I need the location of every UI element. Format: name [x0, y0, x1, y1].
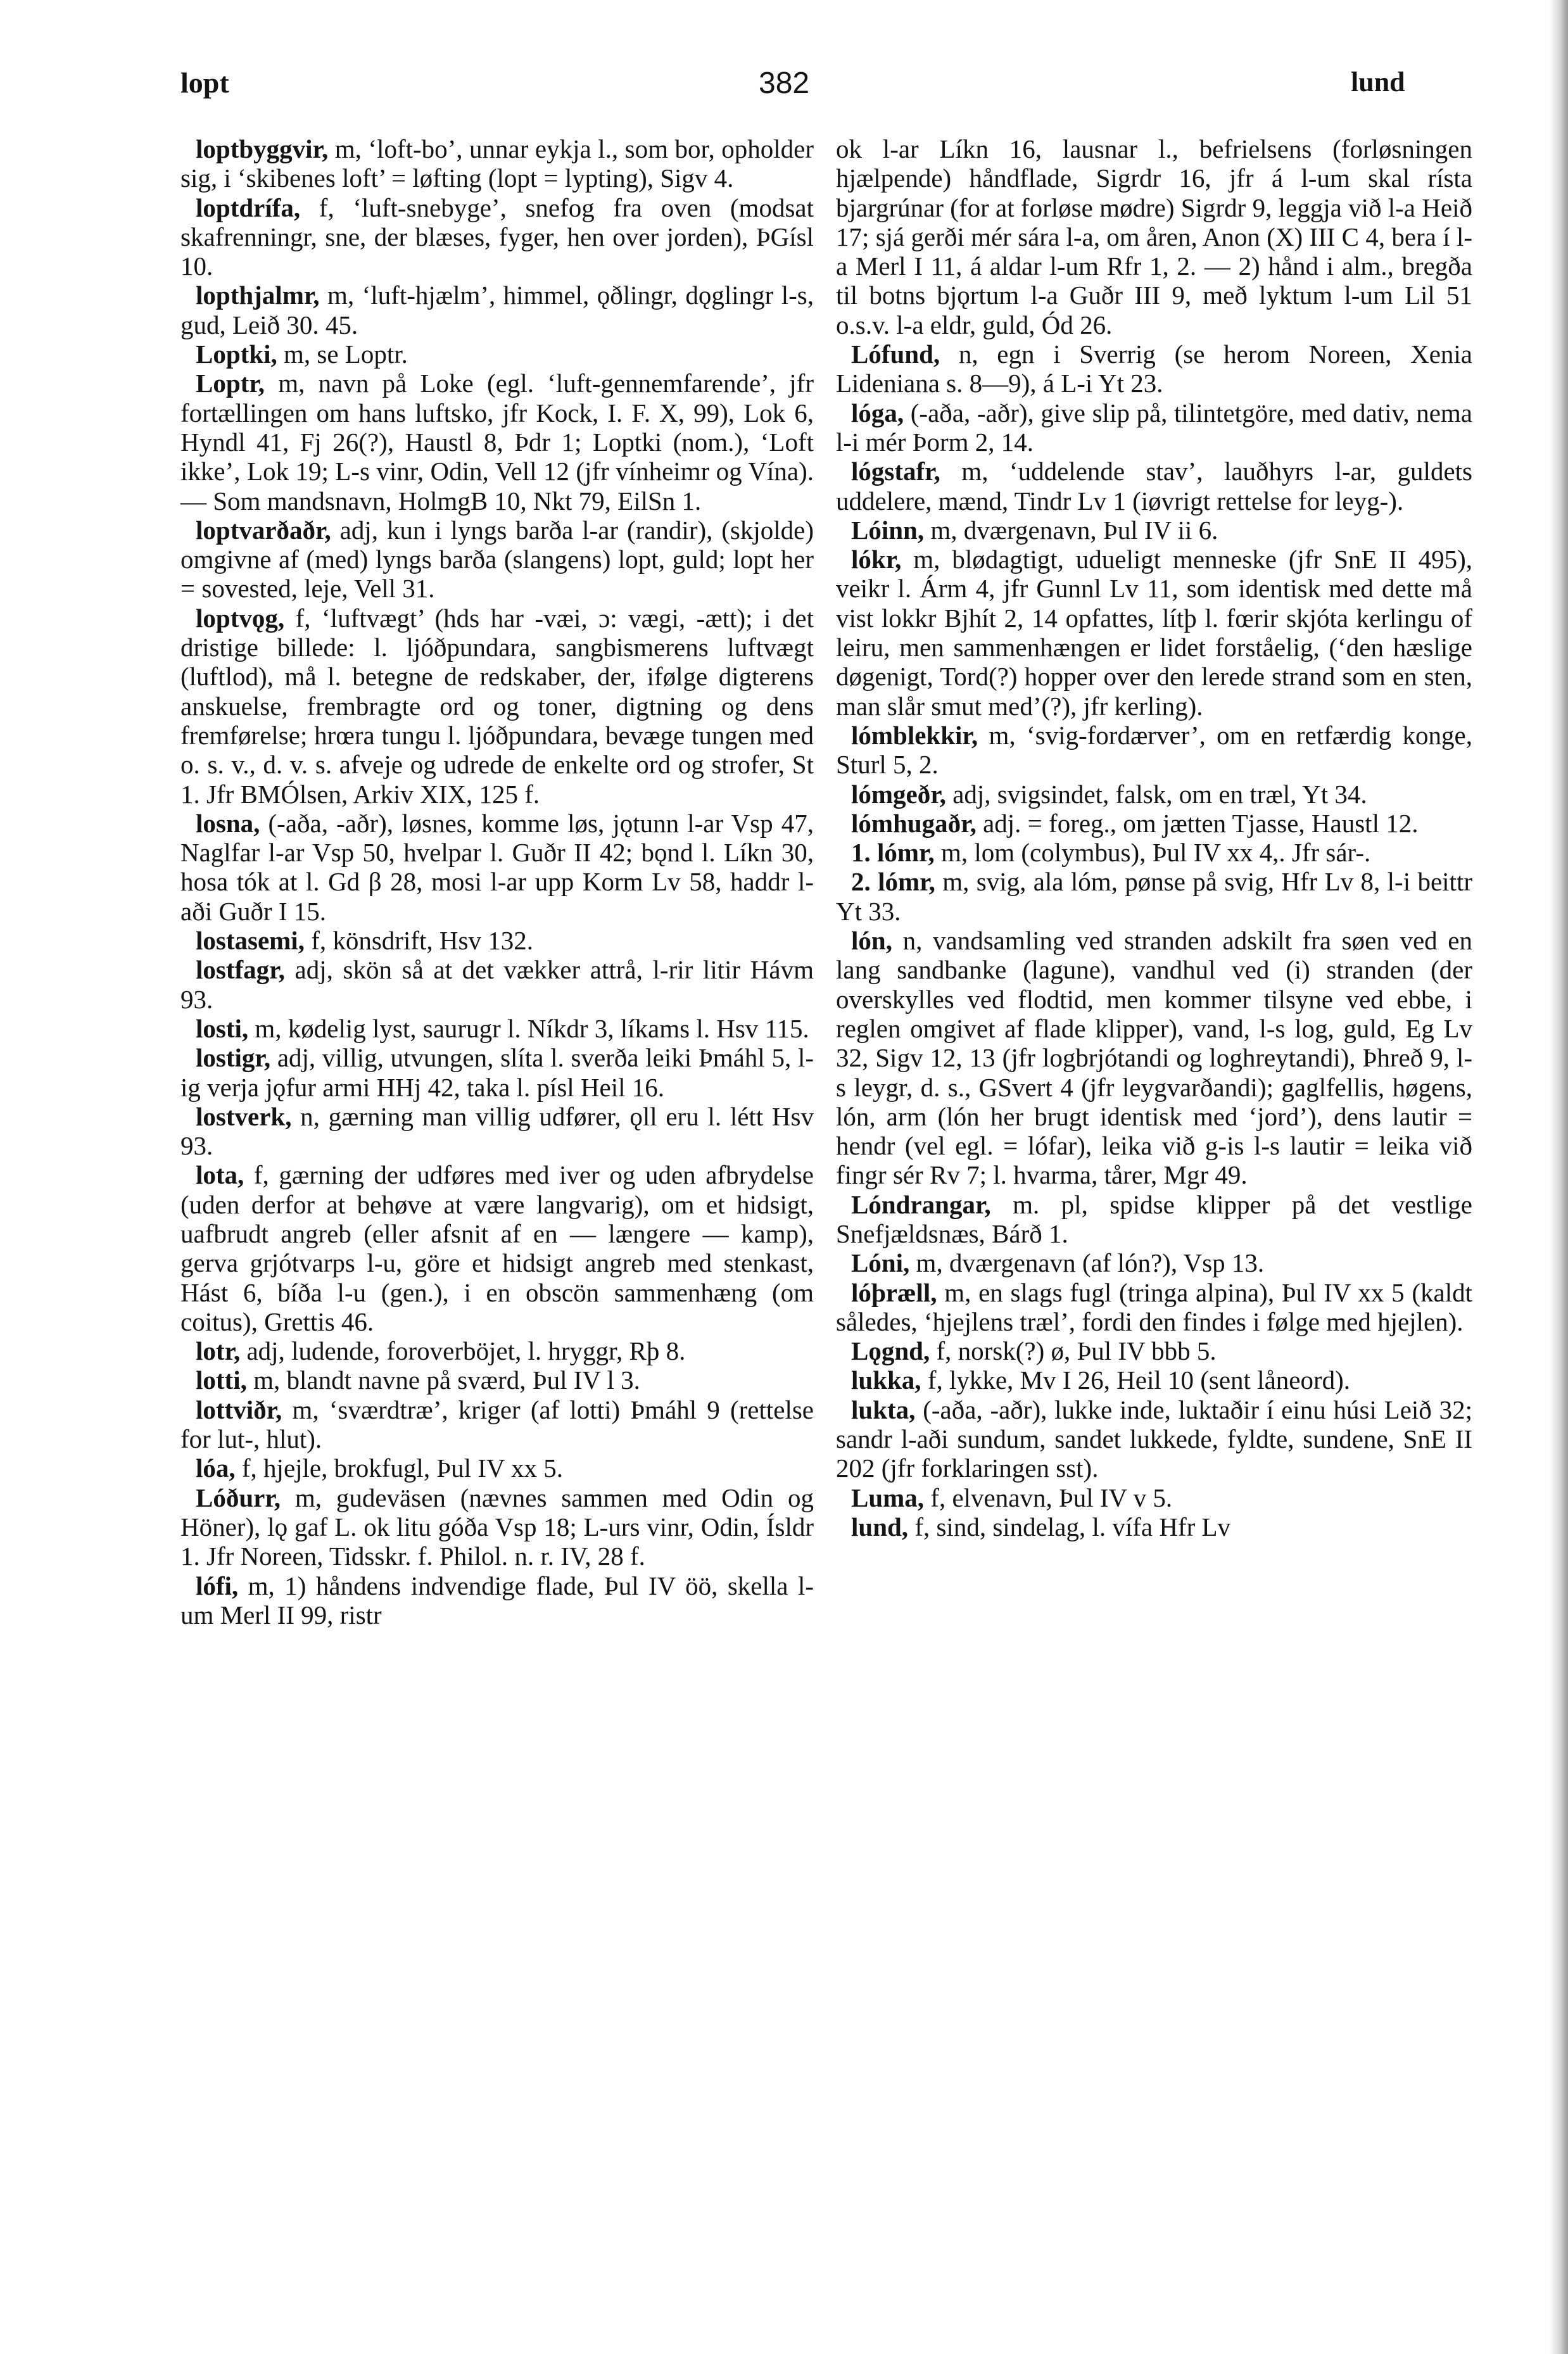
dictionary-entry [180, 1571, 814, 1630]
dictionary-entry [180, 1043, 814, 1102]
dictionary-entry [180, 1102, 814, 1161]
headword: lófi, [196, 1571, 239, 1600]
entry-definition: m. pl, spidse klipper på det vestlige Snefjældsnæs, Bárð 1. [836, 1189, 1472, 1248]
headword: lómgeðr, [851, 779, 946, 809]
entry-definition: m, ‘loft-bo’, unnar eykja l., som bor, opholder sig, i ‘skibenes loft’ = løfting (lopt = lypting), Sigv 4. [180, 134, 814, 193]
headword: loptvarðaðr, [196, 515, 331, 545]
dictionary-entry [836, 867, 1472, 926]
dictionary-entry [180, 1483, 814, 1571]
entry-definition: m, en slags fugl (tringa alpina), Þul IV xx 5 (kaldt således, ‘hjejlens træl’, fordi den findes i følge med hjejlen). [836, 1277, 1472, 1336]
headword: lómblekkir, [851, 720, 978, 750]
dictionary-entry [180, 1395, 814, 1454]
dictionary-entry [836, 721, 1472, 780]
headword: Lóðurr, [196, 1483, 281, 1512]
headword: Loptki, [196, 339, 277, 369]
page-number: 382 [759, 66, 810, 100]
dictionary-entry [836, 838, 1472, 867]
dictionary-entry [836, 1190, 1472, 1249]
entry-definition: f, norsk(?) ø, Þul IV bbb 5. [930, 1336, 1217, 1366]
entry-definition: m, dværgenavn (af lón?), Vsp 13. [909, 1248, 1265, 1278]
left-column [180, 134, 814, 1629]
entry-definition: m, lom (colymbus), Þul IV xx 4,. Jfr sár-. [934, 838, 1371, 868]
entry-definition: ok l-ar Líkn 16, lausnar l., befrielsens (forløsningen hjælpende) håndflade, Sigrdr 16, jfr á l-um skal rísta bjargrúnar (for at forløse mødre) Sigrdr 9, leggja við l-a Heið 17; sjá gerði mér sára l-a, om åren, Anon (X) III C 4, bera í l-a Merl I 11, á aldar l-um Rfr 1, 2. — 2) hånd i alm., bregða til botns bjǫrtum l-a Guðr III 9, með lyktum l-um Lil 51 o.s.v. l-a eldr, guld, Ód 26. [836, 134, 1472, 339]
entry-definition: m, ‘svig-fordærver’, om en retfærdig konge, Sturl 5, 2. [836, 720, 1472, 780]
entry-definition: f, könsdrift, Hsv 132. [304, 926, 533, 956]
headword: lostverk, [196, 1101, 292, 1131]
entry-definition: m, 1) håndens indvendige flade, Þul IV öö, skella l-um Merl II 99, ristr [180, 1571, 814, 1629]
running-head-left: lopt [180, 66, 229, 99]
headword: Lóni, [851, 1248, 910, 1278]
entry-definition: m, ‘luft-hjælm’, himmel, ǫðlingr, dǫglingr l-s, gud, Leið 30. 45. [180, 281, 814, 339]
dictionary-entry [836, 457, 1472, 516]
dictionary-entry [836, 780, 1472, 809]
headword: lukka, [851, 1365, 921, 1395]
running-head-right: lund [1351, 66, 1405, 98]
headword: lostasemi, [196, 926, 305, 956]
dictionary-entry [180, 1014, 814, 1043]
headword: Lǫgnd, [851, 1336, 930, 1366]
dictionary-entry [180, 926, 814, 955]
headword: 2. lómr, [851, 867, 935, 897]
dictionary-entry [836, 926, 1472, 1190]
dictionary-entry [836, 1248, 1472, 1277]
entry-definition: m, ‘uddelende stav’, lauðhyrs l-ar, guldets uddelere, mænd, Tindr Lv 1 (iøvrigt rettelse for leyg-). [836, 457, 1472, 516]
headword: Lóndrangar, [851, 1189, 991, 1219]
headword: Loptr, [196, 369, 265, 398]
dictionary-entry [180, 516, 814, 604]
dictionary-entry [180, 604, 814, 809]
entry-definition: (-aða, -aðr), give slip på, tilintetgöre, med dativ, nema l-i mér Þorm 2, 14. [836, 398, 1472, 457]
dictionary-entry [836, 545, 1472, 721]
dictionary-entry [180, 1365, 814, 1395]
headword: loptbyggvir, [196, 134, 329, 163]
entry-definition: f, gærning der udføres med iver og uden afbrydelse (uden derfor at behøve at være langvarig), om et hidsigt, uafbrudt angreb (eller afsnit af en — længere — kamp), gerva grjótvarps l-u, göre et hidsigt angreb med stenkast, Hást 6, bíða l-u (gen.), i en obscön sammenhæng (om coitus), Grettis 46. [180, 1160, 814, 1336]
entry-definition: n, egn i Sverrig (se herom Noreen, Xenia Lideniana s. 8—9), á L-i Yt 23. [836, 339, 1472, 398]
entry-definition: n, vandsamling ved stranden adskilt fra søen ved en lang sandbanke (lagune), vandhul ved (i) stranden (der overskylles ved flodtid, men kommer tilsyne ved ebbe, i reglen omgivet af flade klipper), vand, l-s log, guld, Eg Lv 32, Sigv 12, 13 (jfr logbrjótandi og loghreytandi), Þhreð 9, l-s leygr, d. s., GSvert 4 (jfr leygvarðandi); gaglfellis, høgens, lón, arm (lón her brugt identisk med ‘jord’), dens lautir = hendr (vel egl. = lófar), leika við g-is l-s lautir = leika við fingr sér Rv 7; l. hvarma, tårer, Mgr 49. [836, 926, 1472, 1190]
entry-definition: m, blandt navne på sværd, Þul IV l 3. [246, 1365, 640, 1395]
headword: lón, [851, 926, 892, 956]
entry-definition: adj, svigsindet, falsk, om en træl, Yt 34. [945, 779, 1367, 809]
dictionary-entry [836, 134, 1472, 339]
entry-definition: adj, ludende, foroverböjet, l. hryggr, Rþ 8. [240, 1336, 686, 1366]
dictionary-entry [836, 1336, 1472, 1365]
entry-definition: (-aða, -aðr), løsnes, komme løs, jǫtunn l-ar Vsp 47, Naglfar l-ar Vsp 50, hvelpar l. Guðr II 42; bǫnd l. Líkn 30, hosa tók at l. Gd β 28, mosi l-ar upp Korm Lv 58, haddr l-aði Guðr I 15. [180, 808, 814, 926]
dictionary-entry [836, 809, 1472, 838]
entry-definition: (-aða, -aðr), lukke inde, luktaðir í einu húsi Leið 32; sandr l-aði sundum, sandet lukkede, fyldte, sundene, SnE II 202 (jfr forklaringen sst). [836, 1395, 1472, 1483]
dictionary-entry [836, 516, 1472, 545]
dictionary-entry [180, 369, 814, 515]
entry-definition: m, gudeväsen (nævnes sammen med Odin og Höner), lǫ gaf L. ok litu góða Vsp 18; L-urs vinr, Odin, Ísldr 1. Jfr Noreen, Tidsskr. f. Philol. n. r. IV, 28 f. [180, 1483, 814, 1571]
entry-definition: adj, skön så at det vækker attrå, l-rir litir Hávm 93. [180, 955, 814, 1014]
headword: lotr, [196, 1336, 241, 1366]
headword: lóa, [196, 1453, 236, 1483]
dictionary-entry [180, 955, 814, 1014]
headword: lota, [196, 1160, 244, 1190]
dictionary-entry [180, 134, 814, 193]
dictionary-entry [836, 1512, 1472, 1541]
right-column [836, 134, 1472, 1541]
entry-definition: n, gærning man villig udfører, ǫll eru l. létt Hsv 93. [180, 1101, 814, 1161]
entry-definition: adj, villig, utvungen, slíta l. sverða leiki Þmáhl 5, l-ig verja jǫfur armi HHj 42, taka l. písl Heil 16. [180, 1043, 814, 1102]
entry-definition: f, sind, sindelag, l. vífa Hfr Lv [908, 1512, 1231, 1541]
dictionary-entry [836, 398, 1472, 457]
dictionary-entry [180, 281, 814, 339]
entry-definition: adj, kun i lyngs barða l-ar (randir), (skjolde) omgivne af (med) lyngs barða (slangens) lopt, guld; lopt her = sovested, leje, Vell 31. [180, 515, 814, 604]
headword: loptvǫg, [196, 603, 285, 633]
dictionary-entry [180, 193, 814, 281]
entry-definition: m, se Loptr. [277, 339, 408, 369]
headword: lund, [851, 1512, 909, 1541]
entry-definition: f, hjejle, brokfugl, Þul IV xx 5. [235, 1453, 564, 1483]
dictionary-entry [180, 1160, 814, 1336]
dictionary-entry [836, 1395, 1472, 1483]
headword: losti, [196, 1013, 249, 1043]
dictionary-entry [180, 1453, 814, 1483]
dictionary-entry [836, 1365, 1472, 1395]
headword: lóga, [851, 398, 904, 427]
entry-definition: m, dværgenavn, Þul IV ii 6. [924, 515, 1218, 545]
headword: lottviðr, [196, 1395, 282, 1424]
dictionary-entry [180, 809, 814, 926]
headword: lógstafr, [851, 457, 940, 486]
headword: loptdrífa, [196, 193, 301, 222]
entry-definition: m, navn på Loke (egl. ‘luft-gennemfarende’, jfr fortællingen om hans luftsko, jfr Kock, I. F. X, 99), Lok 6, Hyndl 41, Fj 26(?), Haustl 8, Þdr 1; Loptki (nom.), ‘Loft ikke’, Lok 19; L-s vinr, Odin, Vell 12 (jfr vínheimr og Vína). — Som mandsnavn, HolmgB 10, Nkt 79, EilSn 1. [180, 369, 814, 516]
entry-definition: f, ‘luft-snebyge’, snefog fra oven (modsat skafrenningr, sne, der blæses, fyger, hen over jorden), ÞGísl 10. [180, 193, 814, 281]
book-spine-edge [1549, 0, 1568, 2354]
entry-definition: f, elvenavn, Þul IV v 5. [924, 1483, 1173, 1512]
entry-definition: m, kødelig lyst, saurugr l. Níkdr 3, líkams l. Hsv 115. [248, 1013, 809, 1043]
headword: lotti, [196, 1365, 247, 1395]
headword: lostigr, [196, 1043, 271, 1073]
headword: Lófund, [851, 339, 940, 369]
dictionary-entry [180, 1336, 814, 1365]
headword: 1. lómr, [851, 838, 935, 868]
dictionary-entry [836, 1278, 1472, 1337]
headword: Lóinn, [851, 515, 925, 545]
dictionary-entry [836, 339, 1472, 398]
headword: lukta, [851, 1395, 916, 1424]
entry-definition: f, ‘luftvægt’ (hds har -væi, ɔ: vægi, -ætt); i det dristige billede: l. ljóðpundara, sangbismerens luftvægt (luftlod), må l. betegne de redskaber, der, ifølge digterens anskuelse, frembragte ord og toner, digtning og dens fremførelse; hrœra tungu l. ljóðpundara, bevæge tungen med o. s. v., d. v. s. afveje og udrede de enkelte ord og strofer, St 1. Jfr BMÓlsen, Arkiv XIX, 125 f. [180, 603, 814, 809]
headword: lopthjalmr, [196, 281, 320, 310]
headword: lostfagr, [196, 955, 285, 985]
entry-definition: m, svig, ala lóm, pønse på svig, Hfr Lv 8, l-i beittr Yt 33. [836, 867, 1472, 926]
entry-definition: adj. = foreg., om jætten Tjasse, Haustl 12. [976, 808, 1419, 838]
dictionary-entry [180, 339, 814, 369]
entry-definition: f, lykke, Mv I 26, Heil 10 (sent låneord). [921, 1365, 1351, 1395]
entry-definition: m, blødagtigt, udueligt menneske (jfr SnE II 495), veikr l. Árm 4, jfr Gunnl Lv 11, som identisk med dette må vist lokkr Bjhít 2, 14 opfattes, lítþ l. fœrir skjóta kerlingu of leiru, men sammenhængen er lidet forståelig, (‘den hæslige døgenigt, Tord(?) hopper over den lerede strand som en sten, man slår smut med’(?), jfr kerling). [836, 545, 1472, 721]
headword: lómhugaðr, [851, 808, 977, 838]
headword: lóþræll, [851, 1277, 937, 1307]
headword: losna, [196, 808, 260, 838]
headword: Luma, [851, 1483, 925, 1512]
headword: lókr, [851, 545, 902, 574]
entry-definition: m, ‘sværdtræ’, kriger (af lotti) Þmáhl 9 (rettelse for lut-, hlut). [180, 1395, 814, 1454]
dictionary-entry [836, 1483, 1472, 1512]
